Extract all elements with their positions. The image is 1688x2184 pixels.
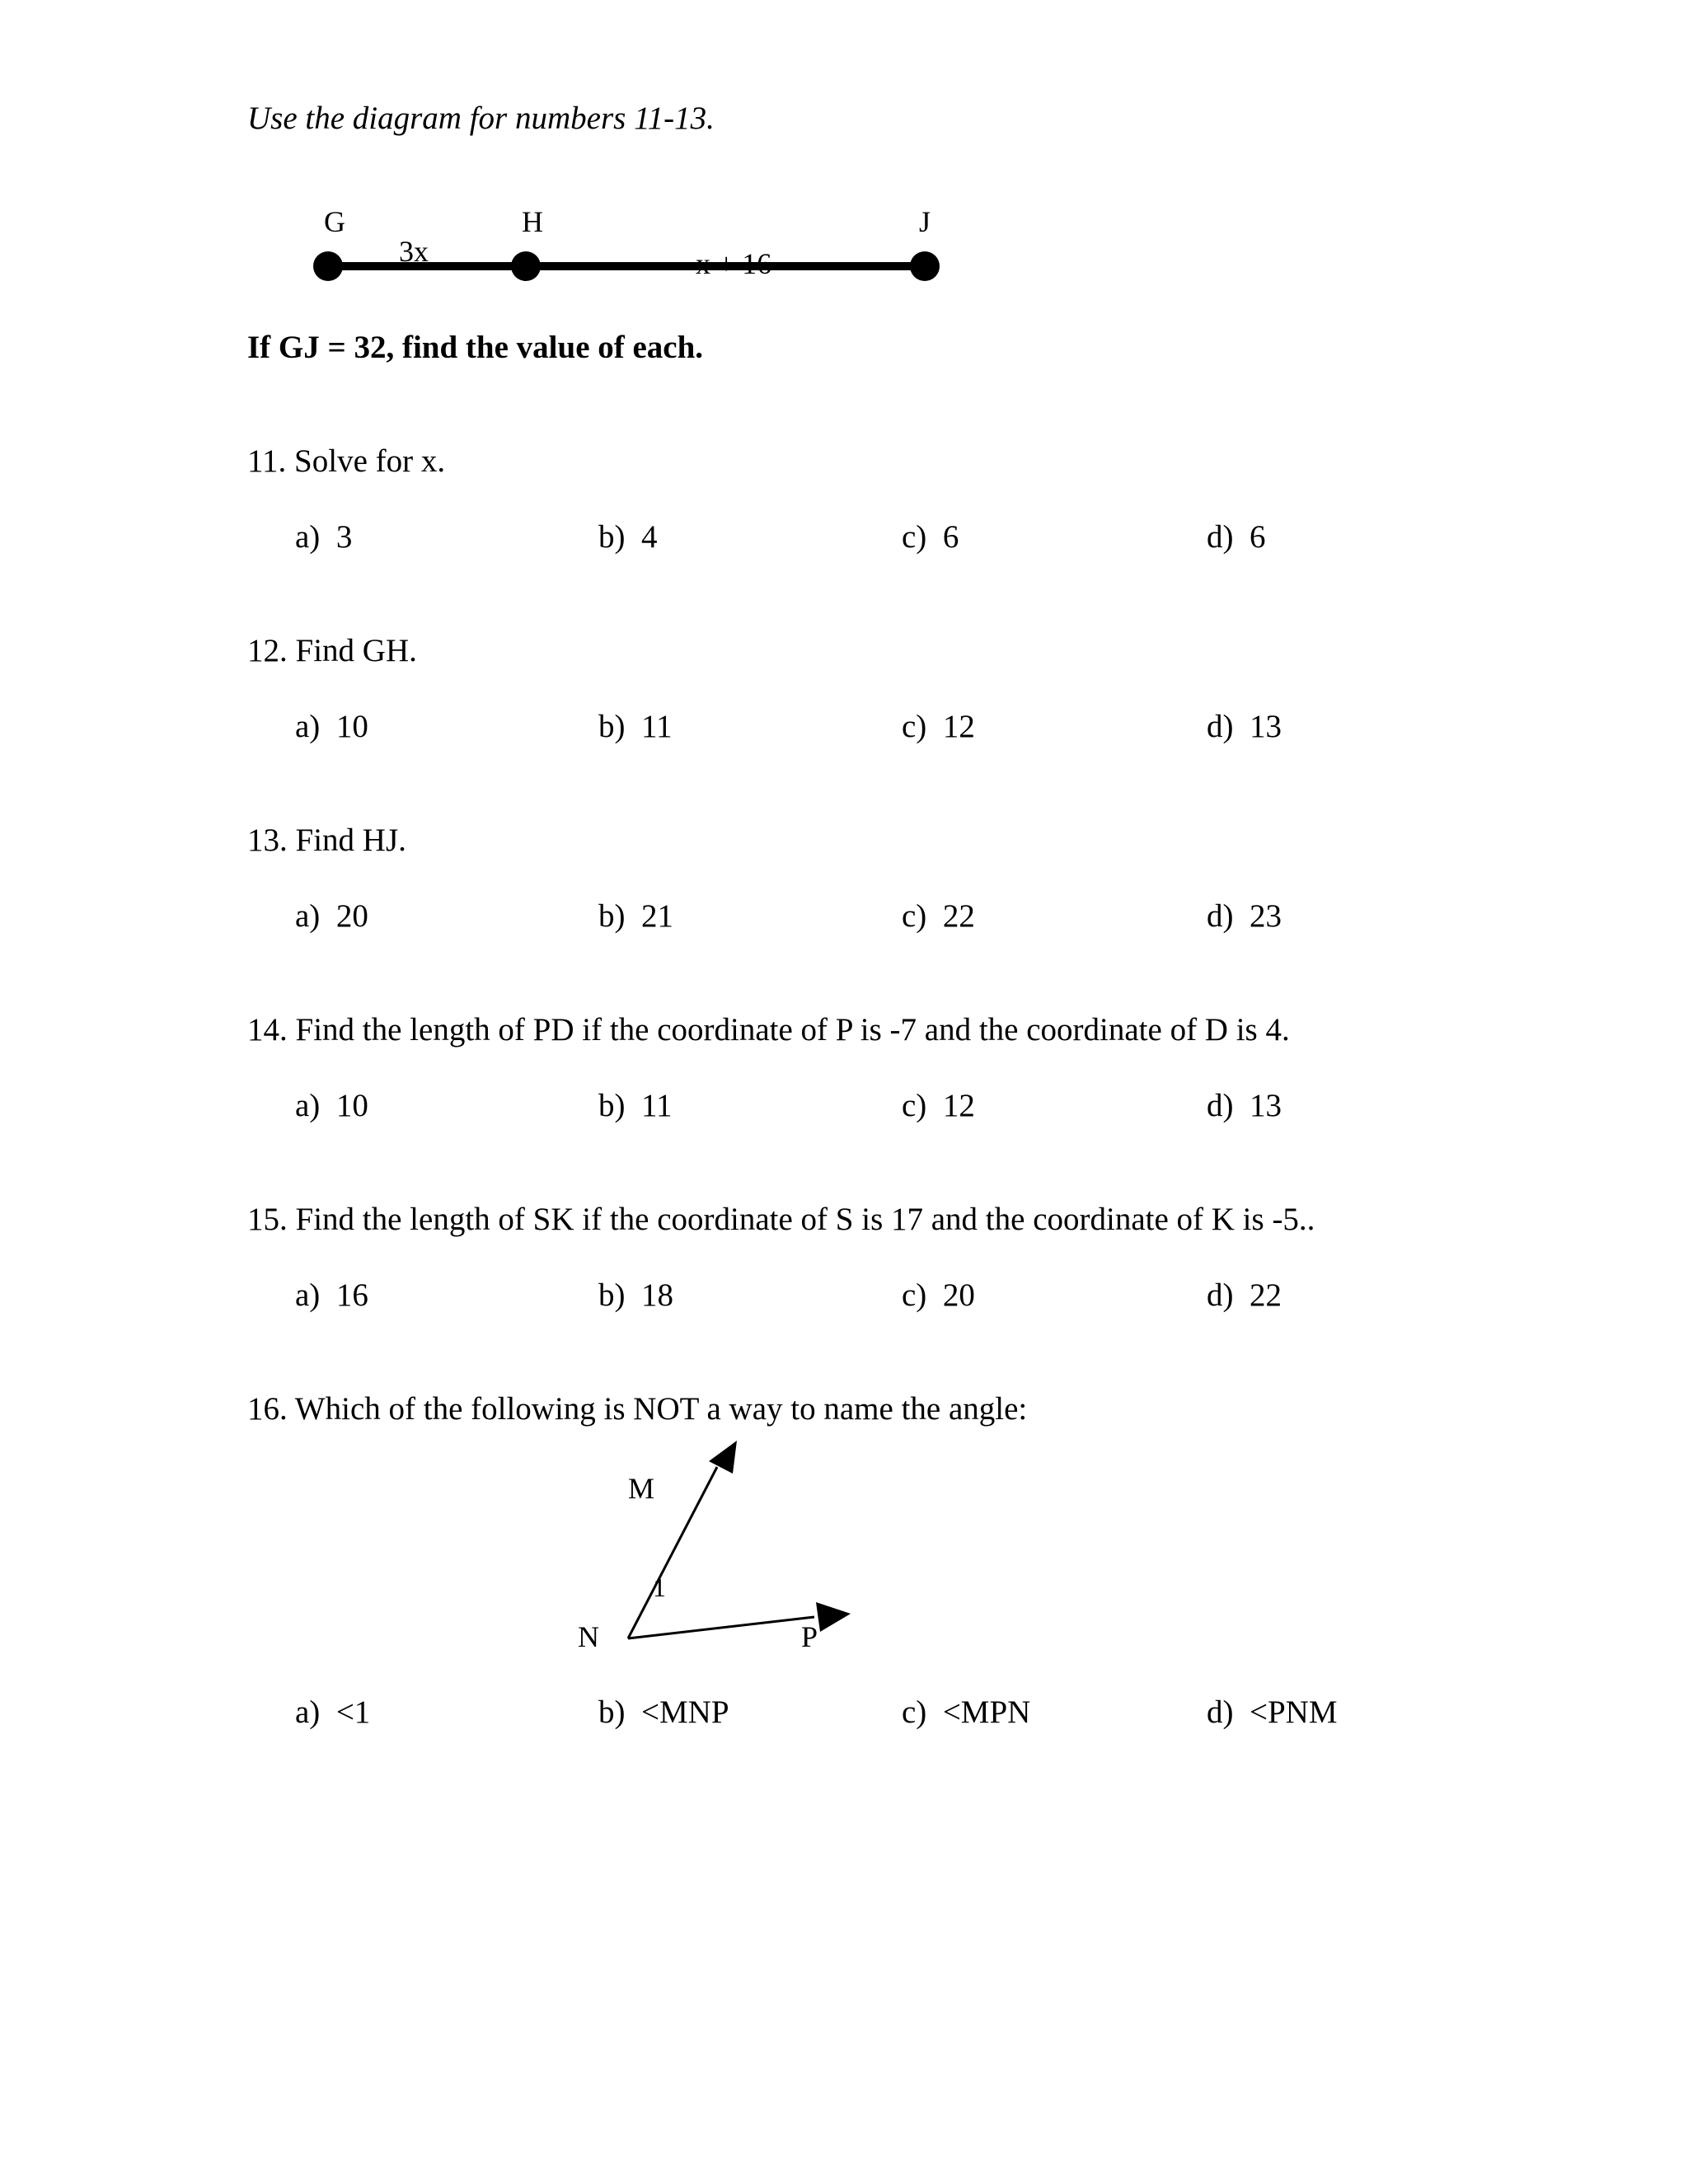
choice-d[interactable] bbox=[1207, 1696, 1338, 1728]
choice-value: 13 bbox=[1250, 709, 1282, 744]
question-prompt: 16. Which of the following is NOT a way to name the angle: bbox=[247, 1391, 1028, 1427]
choice-letter: b) bbox=[598, 1277, 626, 1313]
choice-value: <MPN bbox=[942, 1694, 1031, 1730]
choice-letter: d) bbox=[1207, 1694, 1234, 1730]
choice-letter: b) bbox=[598, 519, 626, 555]
question-prompt: 13. Find HJ. bbox=[247, 823, 406, 858]
choice-value: 20 bbox=[942, 1277, 975, 1313]
choice-value: 12 bbox=[942, 709, 975, 744]
point-j-label: J bbox=[919, 205, 931, 238]
choice-letter: d) bbox=[1207, 709, 1234, 744]
choice-value: 10 bbox=[335, 709, 368, 744]
choice-value: 4 bbox=[641, 519, 658, 555]
choice-letter: d) bbox=[1207, 519, 1234, 555]
choice-value: 13 bbox=[1250, 1088, 1282, 1123]
choice-c[interactable] bbox=[902, 1696, 1030, 1728]
choice-value: 12 bbox=[942, 1088, 975, 1123]
choice-letter: c) bbox=[902, 1088, 927, 1123]
point-p-label: P bbox=[801, 1620, 818, 1653]
segment-hj-label: x + 16 bbox=[696, 247, 772, 280]
choice-value: <MNP bbox=[641, 1694, 729, 1730]
choice-letter: b) bbox=[598, 898, 626, 934]
question-prompt: 15. Find the length of SK if the coordinate of S is 17 and the coordinate of K is -5.. bbox=[247, 1202, 1315, 1237]
ray-np bbox=[628, 1617, 814, 1638]
choice-letter: b) bbox=[598, 709, 626, 744]
choice-letter: b) bbox=[598, 1088, 626, 1123]
choice-value: 23 bbox=[1250, 898, 1282, 934]
choice-value: 6 bbox=[942, 519, 959, 555]
angle-number-label: 1 bbox=[653, 1572, 666, 1602]
choice-value: 11 bbox=[641, 709, 673, 744]
choice-letter: c) bbox=[902, 519, 927, 555]
point-g-label: G bbox=[324, 205, 345, 238]
question-prompt: 14. Find the length of PD if the coordinate of P is -7 and the coordinate of D is 4. bbox=[247, 1012, 1290, 1047]
choice-letter: a) bbox=[295, 1694, 321, 1730]
choice-letter: c) bbox=[902, 1694, 927, 1730]
point-h-label: H bbox=[522, 205, 543, 238]
choice-letter: c) bbox=[902, 898, 927, 934]
choice-value: 11 bbox=[641, 1088, 673, 1123]
choice-letter: d) bbox=[1207, 1088, 1234, 1123]
choice-letter: a) bbox=[295, 1277, 321, 1313]
choice-value: 22 bbox=[942, 898, 975, 934]
choice-value: <1 bbox=[335, 1694, 371, 1730]
choice-letter: c) bbox=[902, 709, 927, 744]
choice-letter: a) bbox=[295, 1088, 321, 1123]
choice-letter: a) bbox=[295, 709, 321, 744]
choice-value: <PNM bbox=[1250, 1694, 1338, 1730]
segment-gh-label: 3x bbox=[399, 235, 429, 268]
choice-value: 16 bbox=[335, 1277, 368, 1313]
point-m-label: M bbox=[628, 1472, 655, 1505]
choice-letter: a) bbox=[295, 519, 321, 555]
point-n-label: N bbox=[578, 1620, 599, 1653]
question-prompt: 12. Find GH. bbox=[247, 633, 417, 668]
choice-value: 21 bbox=[641, 898, 673, 934]
ray-nm-arrowhead bbox=[709, 1441, 737, 1474]
choice-value: 3 bbox=[335, 519, 353, 555]
choice-letter: d) bbox=[1207, 898, 1234, 934]
choice-value: 10 bbox=[335, 1088, 368, 1123]
choice-letter: a) bbox=[295, 898, 321, 934]
ray-np-arrowhead bbox=[816, 1602, 851, 1632]
intro-text: Use the diagram for numbers 11-13. bbox=[247, 101, 715, 136]
choice-letter: b) bbox=[598, 1694, 626, 1730]
question-prompt: 11. Solve for x. bbox=[247, 443, 446, 479]
choice-value: 22 bbox=[1250, 1277, 1282, 1313]
choice-value: 6 bbox=[1250, 519, 1266, 555]
choice-letter: d) bbox=[1207, 1277, 1234, 1313]
given-statement: If GJ = 32, find the value of each. bbox=[247, 330, 704, 365]
choice-b[interactable] bbox=[598, 1696, 729, 1728]
choice-value: 20 bbox=[335, 898, 368, 934]
choice-a[interactable] bbox=[295, 1696, 370, 1728]
choice-letter: c) bbox=[902, 1277, 927, 1313]
choice-value: 18 bbox=[641, 1277, 673, 1313]
